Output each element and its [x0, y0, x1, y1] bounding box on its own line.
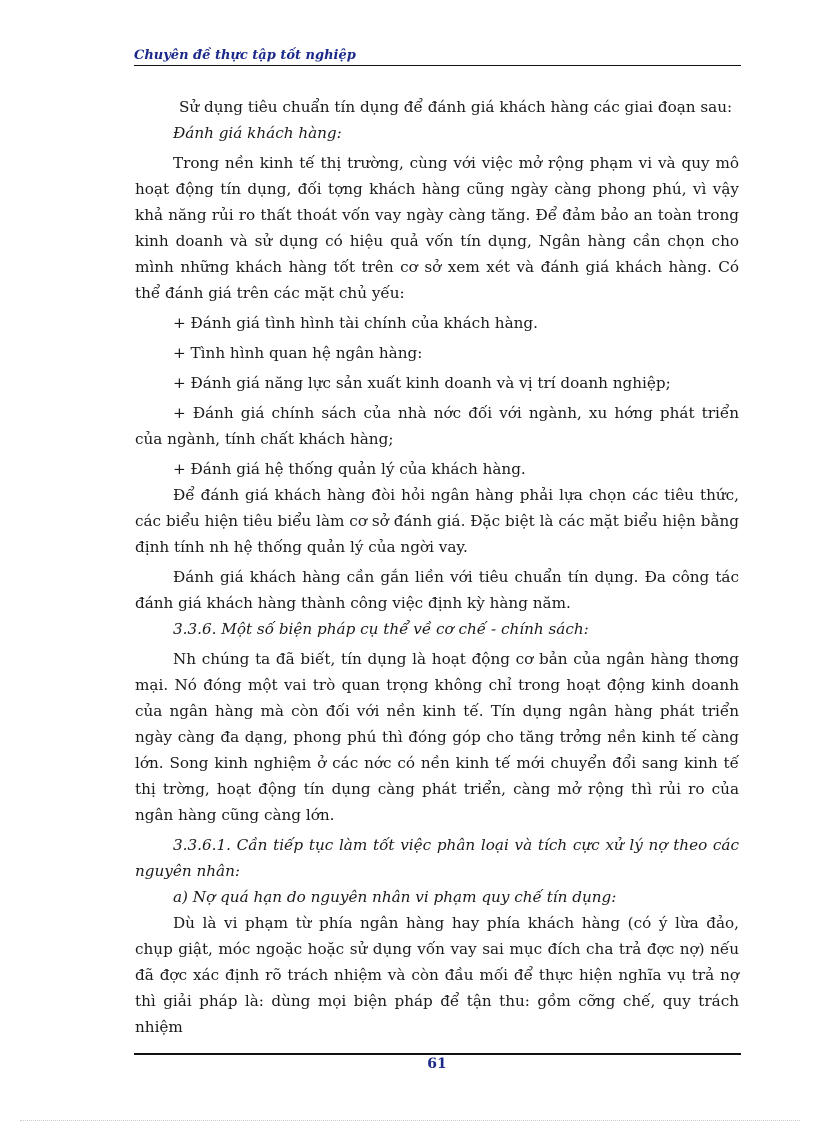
- header-rule: [134, 65, 741, 66]
- bottom-dotted-border: [20, 1120, 800, 1121]
- list-item-capacity: + Đánh giá năng lực sản xuất kinh doanh và vị trí doanh nghiệp;: [173, 374, 671, 392]
- section-heading-3-3-6-1: 3.3.6.1. Cần tiếp tục làm tốt việc phân loại và tích cực xử lý nợ theo các nguyên nhân:: [135, 836, 739, 880]
- intro-sentence: Sử dụng tiêu chuẩn tín dụng để đánh giá khách hàng các giai đoạn sau:: [179, 98, 733, 116]
- list-item-management: + Đánh giá hệ thống quản lý của khách hàng.: [173, 460, 526, 478]
- subheading-overdue: a) Nợ quá hạn do nguyên nhân vi phạm quy chế tín dụng:: [173, 888, 617, 906]
- list-item-bank-relation: + Tình hình quan hệ ngân hàng:: [173, 344, 423, 362]
- list-item-policy: + Đánh giá chính sách của nhà nớc đối với ngành, xu hớng phát triển của ngành, tính chất khách hàng;: [135, 404, 739, 448]
- document-body: [135, 94, 739, 1040]
- header-title: Chuyên đề thực tập tốt nghiệp: [134, 48, 356, 63]
- paragraph-violation: Dù là vi phạm từ phía ngân hàng hay phía khách hàng (có ý lừa đảo, chụp giật, móc ngoặc hoặc sử dụng vốn vay sai mục đích cha trả đợc nợ) nếu đã đợc xác định rõ trách nhiệm và còn đầu mối để thực hiện nghĩa vụ trả nợ thì giải pháp là: dùng mọi biện pháp để tận thu: gồm cỡng chế, quy trách nhiệm: [135, 914, 739, 1036]
- list-item-finance: + Đánh giá tình hình tài chính của khách hàng.: [173, 314, 538, 332]
- section-heading-3-3-6: 3.3.6. Một số biện pháp cụ thể về cơ chế - chính sách:: [173, 620, 589, 638]
- footer-rule: [134, 1053, 741, 1055]
- paragraph-periodic: Đánh giá khách hàng cần gắn liền với tiêu chuẩn tín dụng. Đa công tác đánh giá khách hàng thành công việc định kỳ hàng năm.: [135, 568, 739, 612]
- paragraph-credit-role: Nh chúng ta đã biết, tín dụng là hoạt động cơ bản của ngân hàng thơng mại. Nó đóng một vai trò quan trọng không chỉ trong hoạt động kinh doanh của ngân hàng mà còn đối với nền kinh tế. Tín dụng ngân hàng phát triển ngày càng đa dạng, phong phú thì đóng góp cho tăng trởng nền kinh tế càng lớn. Song kinh nghiệm ở các nớc có nền kinh tế mới chuyển đổi sang kinh tế thị trờng, hoạt động tín dụng càng phát triển, càng mở rộng thì rủi ro của ngân hàng cũng càng lớn.: [135, 650, 739, 824]
- section-heading-evaluate: Đánh giá khách hàng:: [173, 124, 342, 142]
- paragraph-market-economy: Trong nền kinh tế thị trường, cùng với việc mở rộng phạm vi và quy mô hoạt động tín dụng, đối tợng khách hàng cũng ngày càng phong phú, vì vậy khả năng rủi ro thất thoát vốn vay ngày càng tăng. Để đảm bảo an toàn trong kinh doanh và sử dụng có hiệu quả vốn tín dụng, Ngân hàng cần chọn cho mình những khách hàng tốt trên cơ sở xem xét và đánh giá khách hàng. Có thể đánh giá trên các mặt chủ yếu:: [135, 154, 739, 302]
- page-header: [134, 44, 741, 68]
- paragraph-criteria: Để đánh giá khách hàng đòi hỏi ngân hàng phải lựa chọn các tiêu thức, các biểu hiện tiêu biểu làm cơ sở đánh giá. Đặc biệt là các mặt biểu hiện bằng định tính nh hệ thống quản lý của ngời vay.: [135, 486, 739, 556]
- page-number: 61: [427, 1056, 447, 1072]
